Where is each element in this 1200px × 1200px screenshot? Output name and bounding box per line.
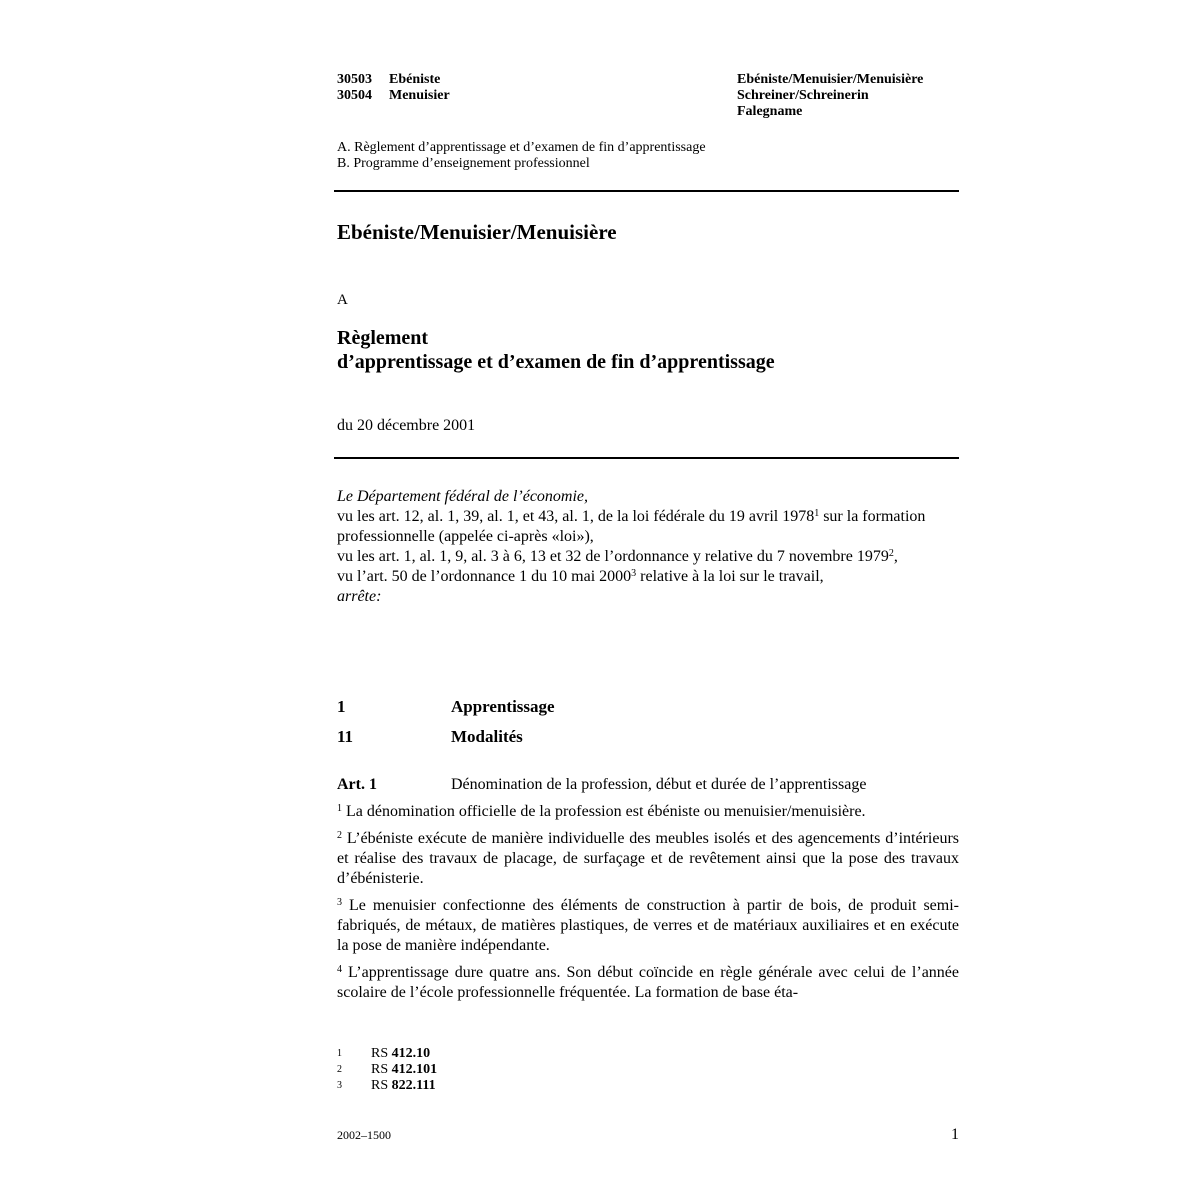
- article-number: Art. 1: [337, 776, 377, 793]
- profession-name: Menuisier: [389, 88, 450, 103]
- part-reference: A. Règlement d’apprentissage et d’examen de fin d’apprentissage: [337, 140, 706, 155]
- preamble-clause: vu l’art. 50 de l’ordonnance 1 du 10 mai 2000$^3$ relative à la loi sur le travail,: [337, 568, 824, 585]
- article-paragraph: $^1$ La dénomination officielle de la profession est ébéniste ou menuisier/menuisière.: [337, 803, 866, 820]
- preamble: [337, 487, 959, 607]
- footnote-ref: 3: [631, 568, 637, 579]
- issuing-department: Le Département fédéral de l’économie,: [337, 488, 589, 505]
- article-title: Dénomination de la profession, début et durée de l’apprentissage: [451, 776, 867, 793]
- regulation-date: du 20 décembre 2001: [337, 417, 476, 434]
- header-code-row: [337, 88, 450, 104]
- article-paragraph: $^2$ L’ébéniste exécute de manière individuelle des meubles isolés et des agencements d’intérieurs et réalise des travaux de placage, de surfaçage et de revêtement ainsi que la pose des travaux d’ébénisterie.: [337, 830, 959, 887]
- paragraph-number: 3: [337, 897, 342, 908]
- regulation-title-line: Règlement: [337, 327, 429, 349]
- profession-name: Ebéniste: [389, 72, 441, 87]
- footnote-number: 2: [337, 1064, 342, 1075]
- document-page: [337, 72, 959, 1143]
- footnote: 2 RS 412.101: [337, 1062, 438, 1077]
- footnote: 3 RS 822.111: [337, 1078, 436, 1093]
- page-number: 1: [951, 1126, 959, 1143]
- subsection-heading: [337, 727, 523, 747]
- footnote-number: 3: [337, 1080, 342, 1091]
- profession-code: 30504: [337, 88, 372, 103]
- paragraph-number: 2: [337, 830, 342, 841]
- header-code-row: [337, 72, 450, 88]
- footnote-ref: 1: [814, 508, 820, 519]
- regulation-title: [337, 326, 775, 374]
- part-letter: A: [337, 292, 348, 308]
- document-parts-list: [337, 140, 959, 172]
- divider: [334, 190, 959, 192]
- preamble-clause: vu les art. 12, al. 1, 39, al. 1, et 43, al. 1, de la loi fédérale du 19 avril 1978$^1$ sur la formation professionnelle (appelée ci-après «loi»),: [337, 508, 926, 545]
- header-codes: [337, 72, 450, 120]
- footnote-ref: 2: [888, 548, 894, 559]
- paragraph-number: 4: [337, 964, 342, 975]
- footnote-reference: 412.101: [391, 1062, 438, 1077]
- footnotes: [337, 1046, 437, 1094]
- article-paragraphs: [337, 802, 959, 1010]
- divider: [334, 457, 959, 459]
- section-title: Apprentissage: [451, 697, 555, 716]
- article-paragraph: $^4$ L’apprentissage dure quatre ans. Son début coïncide en règle générale avec celui de l’année scolaire de l’école professionnelle fréquentée. La formation de base éta-: [337, 964, 959, 1001]
- section-heading: [337, 697, 555, 717]
- page-footer: [337, 1126, 959, 1144]
- section-number: 1: [337, 697, 346, 716]
- footnote-reference: 412.10: [391, 1046, 431, 1061]
- document-number: 2002–1500: [337, 1128, 391, 1142]
- part-reference: B. Programme d’enseignement professionnel: [337, 156, 590, 171]
- preamble-clause: vu les art. 1, al. 1, 9, al. 3 à 6, 13 et 32 de l’ordonnance y relative du 7 novembre 1979$^2$,: [337, 548, 898, 565]
- footnote-reference: 822.111: [391, 1078, 436, 1093]
- article-heading: [337, 776, 959, 794]
- header-profession-line: Falegname: [737, 104, 803, 119]
- footnote: 1 RS 412.10: [337, 1046, 431, 1061]
- header-professions: [737, 72, 959, 120]
- article-paragraph: $^3$ Le menuisier confectionne des éléments de construction à partir de bois, de produit semi-fabriqués, de métaux, de matières plastiques, de verres et de matériaux auxiliaires et en exécute la pose de manière indépendante.: [337, 897, 959, 954]
- header-profession-line: Schreiner/Schreinerin: [737, 88, 869, 103]
- section-title: Modalités: [451, 727, 523, 746]
- decree-verb: arrête:: [337, 588, 382, 605]
- document-title: Ebéniste/Menuisier/Menuisière: [337, 220, 617, 244]
- header-profession-line: Ebéniste/Menuisier/Menuisière: [737, 72, 924, 87]
- profession-code: 30503: [337, 72, 372, 87]
- section-number: 11: [337, 727, 354, 746]
- document-header: [337, 72, 959, 120]
- footnote-number: 1: [337, 1048, 342, 1059]
- paragraph-number: 1: [337, 803, 342, 814]
- regulation-title-line: d’apprentissage et d’examen de fin d’apprentissage: [337, 351, 775, 373]
